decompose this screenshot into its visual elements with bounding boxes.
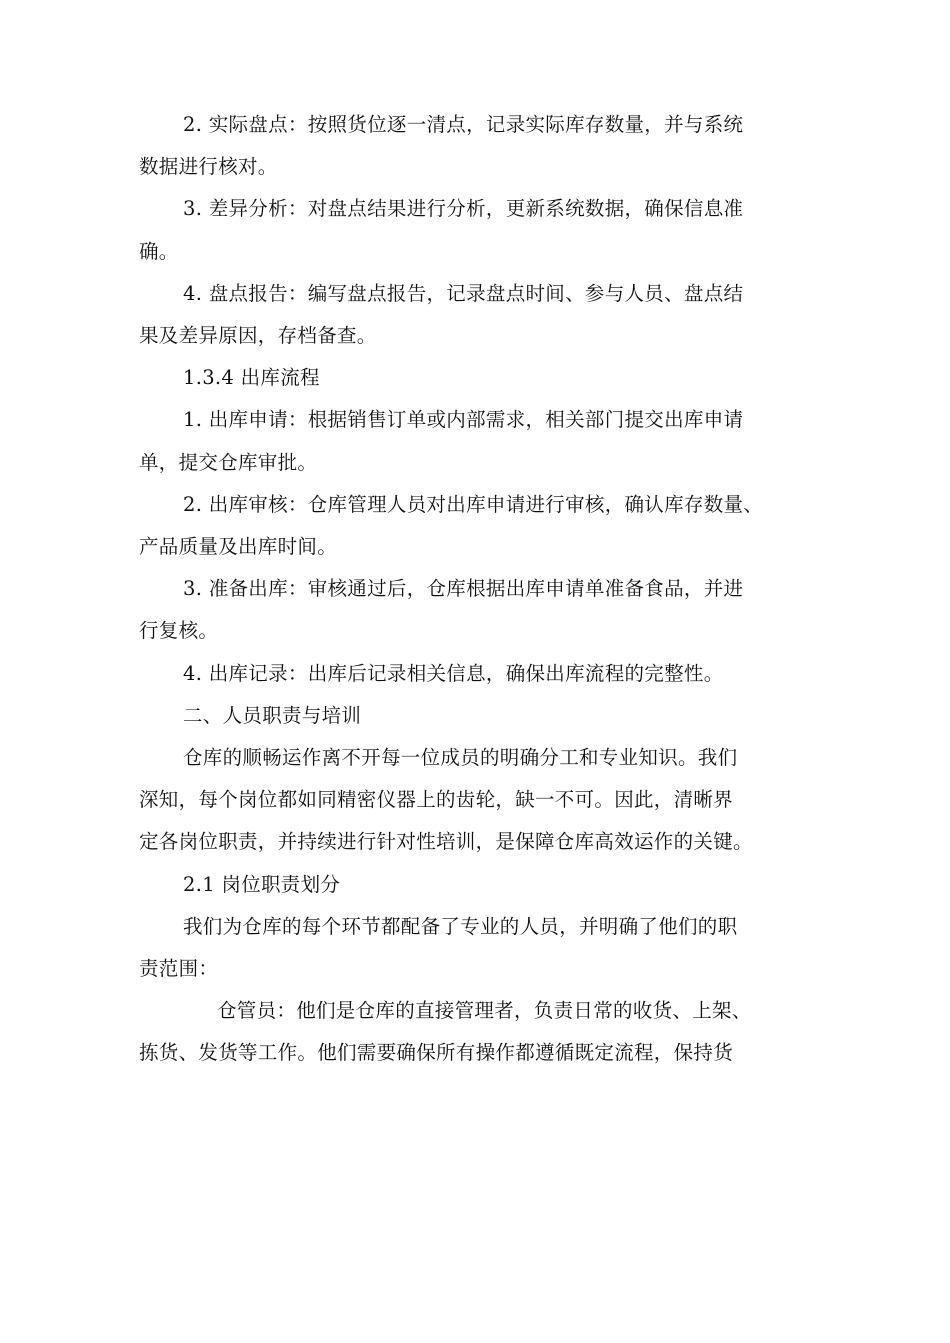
- document-body: [139, 104, 829, 1075]
- paragraph-personnel-intro: [139, 737, 829, 864]
- text-line: 拣货、发货等工作。他们需要确保所有操作都遵循既定流程，保持货: [139, 1041, 734, 1065]
- heading-text: 2.1 岗位职责划分: [183, 872, 341, 896]
- paragraph-outbound-step-1: [139, 399, 829, 483]
- text-line: 仓库的顺畅运作离不开每一位成员的明确分工和专业知识。我们: [183, 746, 738, 770]
- paragraph-inventory-step-2: [139, 104, 829, 188]
- text-line: 2. 出库审核：仓库管理人员对出库申请进行审核，确认库存数量、: [183, 492, 764, 516]
- text-line: 产品质量及出库时间。: [139, 535, 338, 559]
- section-heading-1-3-4: [139, 357, 829, 399]
- text-line: 仓管员：他们是仓库的直接管理者，负责日常的收货、上架、: [217, 999, 752, 1023]
- text-line: 1. 出库申请：根据销售订单或内部需求，相关部门提交出库申请: [183, 408, 744, 432]
- text-line: 确。: [139, 239, 179, 263]
- text-line: 责范围：: [139, 957, 219, 981]
- text-line: 数据进行核对。: [139, 155, 278, 179]
- text-line: 2. 实际盘点：按照货位逐一清点，记录实际库存数量，并与系统: [183, 113, 744, 136]
- paragraph-warehouse-keeper: [139, 990, 829, 1074]
- text-line: 4. 盘点报告：编写盘点报告，记录盘点时间、参与人员、盘点结: [183, 281, 744, 305]
- text-line: 3. 准备出库：审核通过后，仓库根据出库申请单准备食品，并进: [183, 577, 744, 601]
- paragraph-roles-intro: [139, 906, 829, 990]
- heading-text: 1.3.4 出库流程: [183, 366, 320, 390]
- paragraph-inventory-step-3: [139, 188, 829, 272]
- paragraph-outbound-step-4: [139, 653, 829, 695]
- text-line: 3. 差异分析：对盘点结果进行分析，更新系统数据，确保信息准: [183, 197, 744, 221]
- section-heading-2: [139, 695, 829, 737]
- text-line: 4. 出库记录：出库后记录相关信息，确保出库流程的完整性。: [183, 661, 724, 685]
- text-line: 定各岗位职责，并持续进行针对性培训，是保障仓库高效运作的关键。: [139, 830, 753, 854]
- text-line: 单，提交仓库审批。: [139, 450, 318, 474]
- paragraph-outbound-step-2: [139, 484, 829, 568]
- paragraph-outbound-step-3: [139, 568, 829, 652]
- text-line: 行复核。: [139, 619, 219, 643]
- paragraph-inventory-step-4: [139, 273, 829, 357]
- text-line: 深知，每个岗位都如同精密仪器上的齿轮，缺一不可。因此，清晰界: [139, 788, 734, 812]
- text-line: 我们为仓库的每个环节都配备了专业的人员，并明确了他们的职: [183, 914, 738, 938]
- heading-text: 二、人员职责与培训: [183, 703, 362, 727]
- text-line: 果及差异原因，存档备查。: [139, 324, 377, 348]
- section-heading-2-1: [139, 864, 829, 906]
